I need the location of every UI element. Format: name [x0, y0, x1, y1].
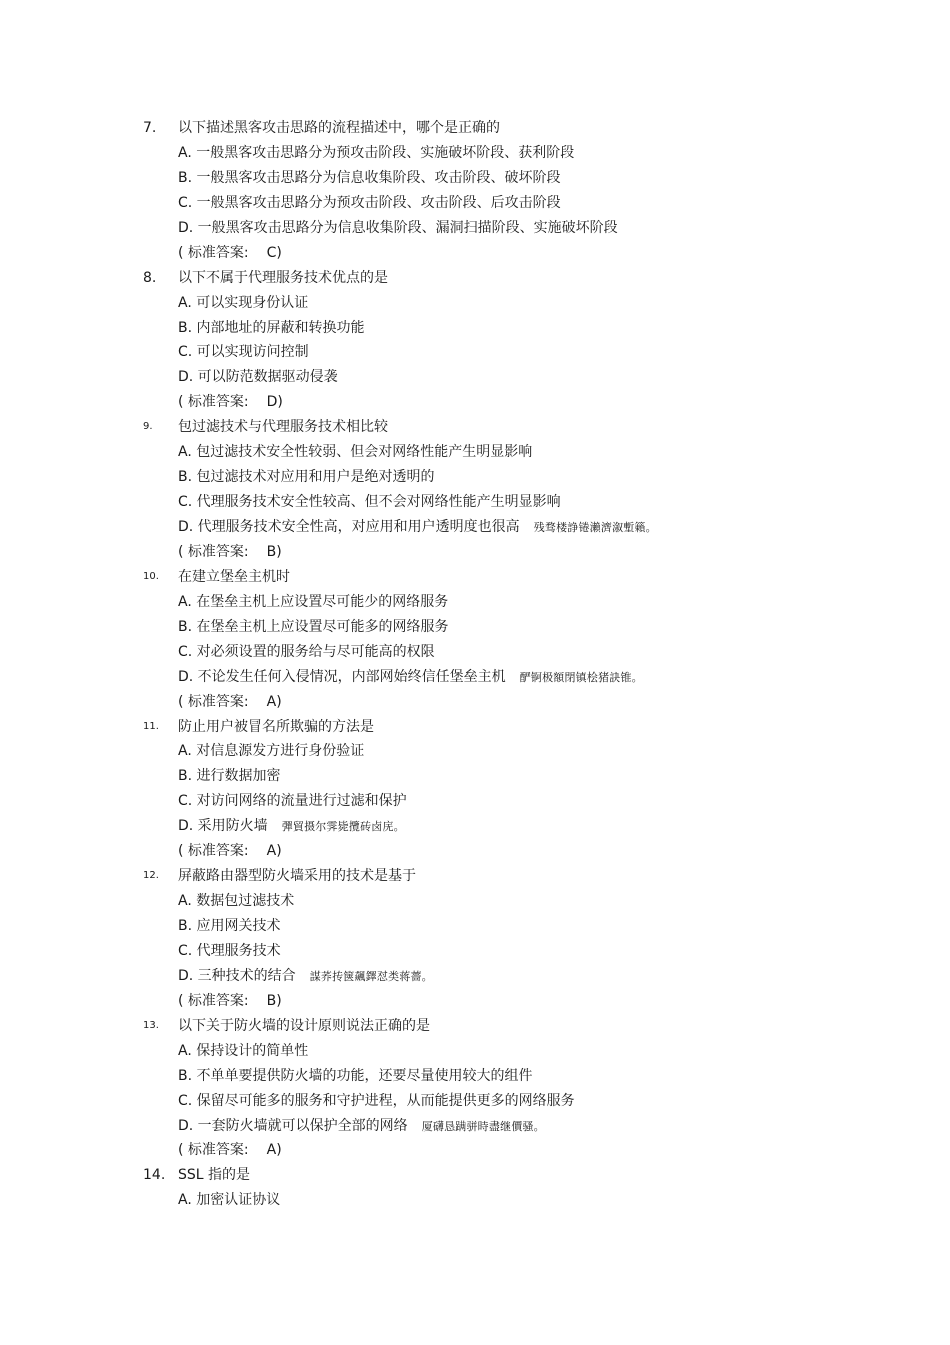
answer-label: ( 标准答案:: [178, 992, 249, 1009]
option-text: C. 对必须设置的服务给与尽可能高的权限: [178, 643, 435, 660]
question-text: 以下不属于代理服务技术优点的是: [178, 269, 388, 286]
option-line: [0, 665, 950, 690]
question-text: 在建立堡垒主机时: [178, 568, 290, 585]
option-text: B. 应用网关技术: [178, 918, 281, 934]
option-line: [0, 640, 950, 665]
option-line: [0, 1114, 950, 1139]
option-text: D. 一套防火墙就可以保护全部的网络: [178, 1117, 408, 1134]
option-line: [0, 1089, 950, 1114]
option-line: [0, 141, 950, 166]
answer-line: [0, 540, 950, 565]
option-text: D. 三种技术的结合: [178, 967, 296, 984]
answer-line: [0, 390, 950, 415]
option-container: [178, 640, 435, 665]
answer-value: A): [266, 843, 282, 860]
question-text: 防止用户被冒名所欺骗的方法是: [178, 718, 374, 735]
garbled-annotation: 謀荞抟箧飆鐸怼类蒋薔。: [309, 969, 433, 983]
question-line: [0, 1014, 950, 1039]
option-container: [178, 1114, 545, 1140]
option-container: [178, 365, 338, 390]
question-number: 8.: [143, 269, 157, 286]
option-container: [178, 665, 643, 691]
option-container: [178, 515, 657, 541]
question-text: 包过滤技术与代理服务技术相比较: [178, 419, 388, 436]
answer-line: [0, 839, 950, 864]
option-line: [0, 590, 950, 615]
question-line: [0, 266, 950, 291]
option-text: D. 采用防火墙: [178, 818, 268, 835]
option-container: [178, 1064, 533, 1089]
option-text: A. 在堡垒主机上应设置尽可能少的网络服务: [178, 593, 449, 610]
option-container: [178, 615, 449, 640]
question-number: 14.: [143, 1167, 166, 1184]
answer-label: ( 标准答案:: [178, 244, 249, 261]
option-line: [0, 764, 950, 789]
option-line: [0, 1188, 950, 1213]
option-container: [178, 191, 561, 216]
question-line: [0, 1163, 950, 1188]
option-container: [178, 814, 405, 840]
option-container: [178, 739, 364, 764]
option-container: [178, 1039, 308, 1064]
option-line: [0, 490, 950, 515]
answer-value: C): [266, 244, 282, 261]
option-container: [178, 764, 281, 789]
answer-value: B): [266, 992, 282, 1009]
garbled-annotation: 彈貿摄尔霁毙攬砖卤庑。: [281, 820, 405, 834]
answer-container: [178, 839, 282, 864]
option-line: [0, 1064, 950, 1089]
answer-line: [0, 690, 950, 715]
answer-container: [178, 989, 282, 1014]
option-container: [178, 789, 407, 814]
question-number: 7.: [143, 120, 157, 136]
option-line: [0, 515, 950, 540]
option-line: [0, 615, 950, 640]
option-line: [0, 914, 950, 939]
option-container: [178, 939, 281, 964]
option-text: C. 可以实现访问控制: [178, 344, 309, 361]
option-line: [0, 889, 950, 914]
option-line: [0, 291, 950, 316]
question-number: 10.: [143, 570, 159, 582]
question-number: 12.: [143, 870, 159, 882]
answer-line: [0, 1138, 950, 1163]
option-text: B. 在堡垒主机上应设置尽可能多的网络服务: [178, 618, 449, 635]
option-text: B. 一般黑客攻击思路分为信息收集阶段、攻击阶段、破坏阶段: [178, 169, 561, 186]
option-text: A. 包过滤技术安全性较弱、但会对网络性能产生明显影响: [178, 444, 533, 461]
option-container: [178, 590, 448, 615]
option-line: [0, 964, 950, 989]
answer-value: A): [266, 693, 282, 710]
option-text: B. 包过滤技术对应用和用户是绝对透明的: [178, 469, 435, 486]
option-text: C. 一般黑客攻击思路分为预攻击阶段、攻击阶段、后攻击阶段: [178, 194, 561, 211]
option-container: [178, 291, 308, 316]
option-line: [0, 739, 950, 764]
option-line: [0, 340, 950, 365]
answer-value: B): [266, 543, 282, 560]
garbled-annotation: 残骛楼諍锩瀨濟溆塹籟。: [533, 521, 657, 534]
option-text: C. 代理服务技术: [178, 942, 281, 959]
answer-container: [178, 540, 282, 565]
option-line: [0, 166, 950, 191]
question-line: [0, 415, 950, 440]
answer-container: [178, 690, 282, 715]
answer-value: D): [266, 394, 283, 411]
question-line: [0, 116, 950, 141]
question-number: 9.: [143, 421, 153, 433]
option-container: [178, 141, 574, 166]
option-line: [0, 789, 950, 814]
option-container: [178, 440, 532, 465]
option-container: [178, 316, 365, 341]
option-text: A. 对信息源发方进行身份验证: [178, 743, 365, 760]
question-text: 以下描述黑客攻击思路的流程描述中，哪个是正确的: [178, 120, 500, 136]
option-line: [0, 365, 950, 390]
option-text: B. 进行数据加密: [178, 768, 281, 785]
answer-container: [178, 241, 282, 266]
option-text: C. 保留尽可能多的服务和守护进程，从而能提供更多的网络服务: [178, 1092, 575, 1109]
question-number: 13.: [143, 1019, 159, 1031]
answer-line: [0, 241, 950, 266]
question-line: [0, 715, 950, 740]
answer-container: [178, 1138, 282, 1163]
document-body: [0, 116, 950, 1213]
option-container: [178, 216, 618, 241]
question-line: [0, 565, 950, 590]
option-line: [0, 1039, 950, 1064]
option-text: B. 内部地址的屏蔽和转换功能: [178, 319, 365, 336]
option-text: D. 不论发生任何入侵情况，内部网始终信任堡垒主机: [178, 668, 506, 685]
option-text: D. 一般黑客攻击思路分为信息收集阶段、漏洞扫描阶段、实施破坏阶段: [178, 219, 618, 236]
option-container: [178, 465, 435, 490]
option-text: C. 代理服务技术安全性较高、但不会对网络性能产生明显影响: [178, 494, 561, 511]
answer-label: ( 标准答案:: [178, 394, 249, 411]
option-text: A. 加密认证协议: [178, 1192, 281, 1209]
option-text: D. 代理服务技术安全性高，对应用和用户透明度也很高: [178, 519, 520, 535]
option-text: B. 不单单要提供防火墙的功能，还要尽量使用较大的组件: [178, 1067, 533, 1084]
option-container: [178, 490, 561, 515]
option-line: [0, 465, 950, 490]
answer-line: [0, 989, 950, 1014]
option-container: [178, 1089, 575, 1114]
answer-container: [178, 390, 283, 415]
option-container: [178, 889, 294, 914]
option-text: A. 数据包过滤技术: [178, 893, 295, 910]
option-text: D. 可以防范数据驱动侵袭: [178, 369, 338, 386]
answer-value: A): [266, 1142, 282, 1159]
option-text: C. 对访问网络的流量进行过滤和保护: [178, 793, 407, 810]
answer-label: ( 标准答案:: [178, 543, 249, 560]
question-text: 屏蔽路由器型防火墙采用的技术是基于: [178, 868, 416, 885]
option-line: [0, 316, 950, 341]
option-line: [0, 216, 950, 241]
option-line: [0, 191, 950, 216]
answer-label: ( 标准答案:: [178, 843, 249, 860]
question-number: 11.: [143, 720, 159, 732]
question-line: [0, 864, 950, 889]
option-container: [178, 964, 433, 990]
option-container: [178, 1188, 280, 1213]
option-container: [178, 914, 281, 939]
option-line: [0, 440, 950, 465]
garbled-annotation: 厦礴恳蹒骈時盡继價骚。: [421, 1119, 545, 1133]
option-line: [0, 939, 950, 964]
option-line: [0, 814, 950, 839]
garbled-annotation: 酽锕极額閉镇桧猪訣锥。: [519, 670, 643, 684]
question-text: 以下关于防火墙的设计原则说法正确的是: [178, 1017, 430, 1034]
option-text: A. 一般黑客攻击思路分为预攻击阶段、实施破坏阶段、获利阶段: [178, 144, 575, 161]
option-container: [178, 166, 561, 191]
answer-label: ( 标准答案:: [178, 1142, 249, 1159]
question-text: SSL 指的是: [178, 1167, 251, 1184]
option-container: [178, 340, 309, 365]
answer-label: ( 标准答案:: [178, 693, 249, 710]
option-text: A. 可以实现身份认证: [178, 294, 309, 311]
option-text: A. 保持设计的简单性: [178, 1042, 309, 1059]
